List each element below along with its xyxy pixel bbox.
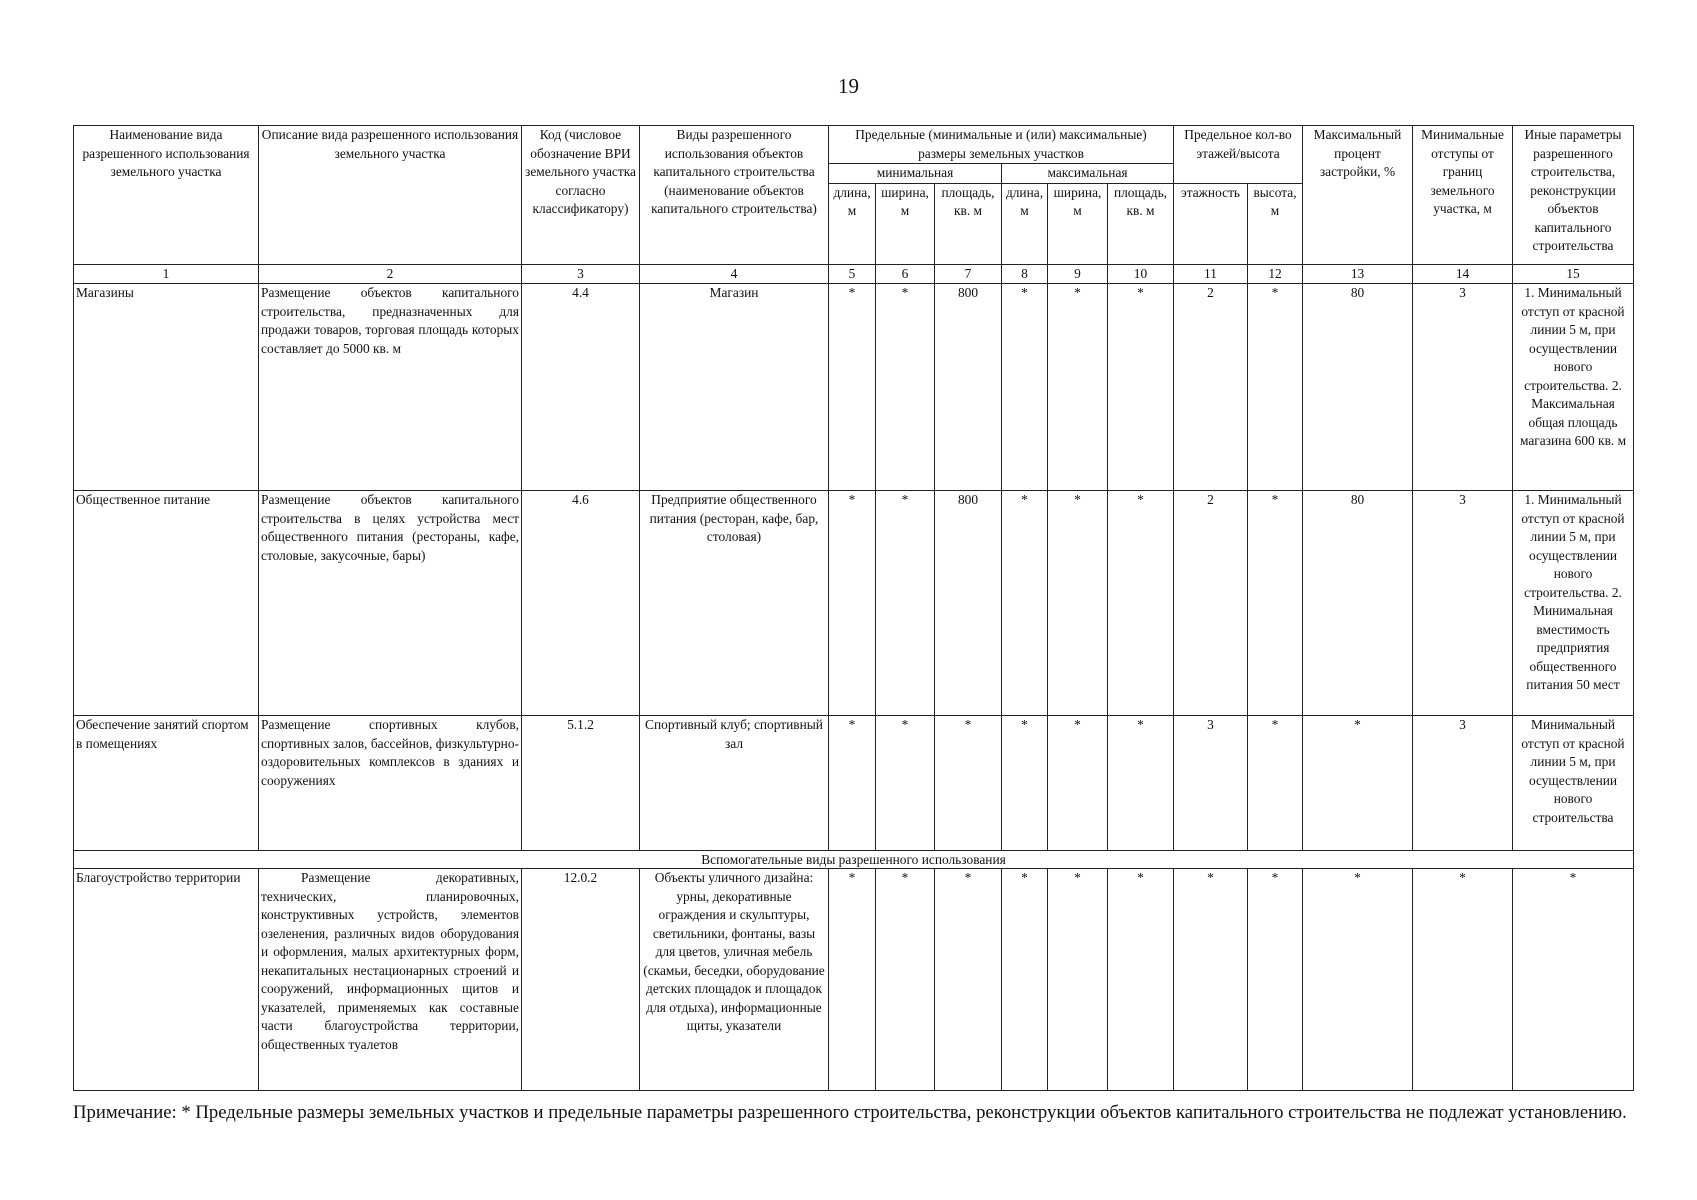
header-cell: минимальная <box>829 164 1002 184</box>
table-row <box>74 869 1634 1091</box>
object-types-cell: Магазин <box>640 284 829 491</box>
header-cell: Наименование вида разрешенного использования земельного участка <box>74 126 259 265</box>
max-length-cell: * <box>1002 491 1048 716</box>
column-number-row <box>74 264 1634 284</box>
min-length-cell: * <box>829 284 876 491</box>
column-number: 5 <box>829 264 876 284</box>
min-area-cell: 800 <box>935 491 1002 716</box>
use-code-cell: 5.1.2 <box>522 716 640 851</box>
min-setback-cell: * <box>1413 869 1513 1091</box>
use-name-cell: Благоустройство территории <box>74 869 259 1091</box>
min-width-cell: * <box>876 869 935 1091</box>
min-length-cell: * <box>829 716 876 851</box>
table-row <box>74 284 1634 491</box>
use-code-cell: 4.6 <box>522 491 640 716</box>
header-cell: Иные параметры разрешенного строительства, реконструкции объектов капитального строительства <box>1513 126 1634 265</box>
header-cell: ширина, м <box>1048 183 1108 264</box>
use-description-cell: Размещение объектов капитального строительства в целях устройства мест общественного питания (рестораны, кафе, столовые, закусочные, бары) <box>259 491 522 716</box>
header-cell: ширина, м <box>876 183 935 264</box>
header-cell: Предельные (минимальные и (или) максимальные) размеры земельных участков <box>829 126 1174 164</box>
header-cell: Максимальный процент застройки, % <box>1303 126 1413 265</box>
height-cell: * <box>1248 491 1303 716</box>
column-number: 12 <box>1248 264 1303 284</box>
header-cell: Код (числовое обозначение ВРИ земельного участка согласно классификатору) <box>522 126 640 265</box>
use-description-cell: Размещение объектов капитального строительства, предназначенных для продажи товаров, торговая площадь которых составляет до 5000 кв. м <box>259 284 522 491</box>
header-row <box>74 126 1634 146</box>
column-number: 11 <box>1174 264 1248 284</box>
min-area-cell: * <box>935 716 1002 851</box>
column-number: 8 <box>1002 264 1048 284</box>
header-cell: площадь, кв. м <box>935 183 1002 264</box>
other-params-cell: Минимальный отступ от красной линии 5 м, при осуществлении нового строительства <box>1513 716 1634 851</box>
min-area-cell: * <box>935 869 1002 1091</box>
use-name-cell: Магазины <box>74 284 259 491</box>
section-separator-row <box>74 851 1634 869</box>
floors-cell: 2 <box>1174 491 1248 716</box>
min-setback-cell: 3 <box>1413 491 1513 716</box>
column-number: 2 <box>259 264 522 284</box>
min-width-cell: * <box>876 491 935 716</box>
use-description-cell: Размещение спортивных клубов, спортивных залов, бассейнов, физкультурно- оздоровительных комплексов в зданиях и сооружениях <box>259 716 522 851</box>
header-cell: высота, м <box>1248 183 1303 264</box>
height-cell: * <box>1248 716 1303 851</box>
max-area-cell: * <box>1108 869 1174 1091</box>
height-cell: * <box>1248 284 1303 491</box>
header-cell: Минимальные отступы от границ земельного участка, м <box>1413 126 1513 265</box>
header-cell: Описание вида разрешенного использования земельного участка <box>259 126 522 265</box>
min-setback-cell: 3 <box>1413 716 1513 851</box>
max-width-cell: * <box>1048 284 1108 491</box>
column-number: 6 <box>876 264 935 284</box>
use-code-cell: 12.0.2 <box>522 869 640 1091</box>
object-types-cell: Объекты уличного дизайна: урны, декоративные ограждения и скульптуры, светильники, фонтаны, вазы для цветов, уличная мебель (скамьи, беседки, оборудование детских площадок и площадок для отдыха), информационные щиты, указатели <box>640 869 829 1091</box>
max-width-cell: * <box>1048 869 1108 1091</box>
other-params-cell: * <box>1513 869 1634 1091</box>
header-cell: длина, м <box>829 183 876 264</box>
use-name-cell: Общественное питание <box>74 491 259 716</box>
min-width-cell: * <box>876 284 935 491</box>
max-coverage-cell: * <box>1303 716 1413 851</box>
object-types-cell: Спортивный клуб; спортивный зал <box>640 716 829 851</box>
column-number: 14 <box>1413 264 1513 284</box>
column-number: 4 <box>640 264 829 284</box>
header-cell: максимальная <box>1002 164 1174 184</box>
floors-cell: * <box>1174 869 1248 1091</box>
min-area-cell: 800 <box>935 284 1002 491</box>
use-description-cell: Размещение декоративных, технических, планировочных, конструктивных устройств, элементов озеленения, различных видов оборудования и оформления, малых архитектурных форм, некапитальных нестационарных строений и сооружений, информационных щитов и указателей, применяемых как составные части благоустройства территории, общественных туалетов <box>259 869 522 1091</box>
max-area-cell: * <box>1108 491 1174 716</box>
header-cell: длина, м <box>1002 183 1048 264</box>
max-area-cell: * <box>1108 716 1174 851</box>
column-number: 13 <box>1303 264 1413 284</box>
floors-cell: 3 <box>1174 716 1248 851</box>
header-cell: площадь, кв. м <box>1108 183 1174 264</box>
max-length-cell: * <box>1002 716 1048 851</box>
other-params-cell: 1. Минимальный отступ от красной линии 5 м, при осуществлении нового строительства. 2. Минимальная вместимость предприятия общественного питания 50 мест <box>1513 491 1634 716</box>
max-length-cell: * <box>1002 869 1048 1091</box>
max-width-cell: * <box>1048 716 1108 851</box>
column-number: 9 <box>1048 264 1108 284</box>
floors-cell: 2 <box>1174 284 1248 491</box>
min-length-cell: * <box>829 869 876 1091</box>
column-number: 7 <box>935 264 1002 284</box>
aux-section-title: Вспомогательные виды разрешенного использования <box>74 851 1634 869</box>
column-number: 10 <box>1108 264 1174 284</box>
table-row <box>74 716 1634 851</box>
max-width-cell: * <box>1048 491 1108 716</box>
max-area-cell: * <box>1108 284 1174 491</box>
max-coverage-cell: 80 <box>1303 284 1413 491</box>
page-number: 19 <box>838 74 859 98</box>
max-coverage-cell: * <box>1303 869 1413 1091</box>
column-number: 3 <box>522 264 640 284</box>
other-params-cell: 1. Минимальный отступ от красной линии 5 м, при осуществлении нового строительства. 2. Максимальная общая площадь магазина 600 кв. м <box>1513 284 1634 491</box>
header-cell: Предельное кол-во этажей/высота <box>1174 126 1303 184</box>
max-coverage-cell: 80 <box>1303 491 1413 716</box>
land-use-regulations-table <box>73 125 1634 1091</box>
min-setback-cell: 3 <box>1413 284 1513 491</box>
use-code-cell: 4.4 <box>522 284 640 491</box>
height-cell: * <box>1248 869 1303 1091</box>
footnote: Примечание: * Предельные размеры земельных участков и предельные параметры разрешенного строительства, реконструкции объектов капитального строительства не подлежат установлению. <box>73 1102 1627 1123</box>
header-cell: Виды разрешенного использования объектов капитального строительства (наименование объектов капитального строительства) <box>640 126 829 265</box>
object-types-cell: Предприятие общественного питания (ресторан, кафе, бар, столовая) <box>640 491 829 716</box>
header-cell: этажность <box>1174 183 1248 264</box>
min-width-cell: * <box>876 716 935 851</box>
table-row <box>74 491 1634 716</box>
column-number: 15 <box>1513 264 1634 284</box>
column-number: 1 <box>74 264 259 284</box>
min-length-cell: * <box>829 491 876 716</box>
max-length-cell: * <box>1002 284 1048 491</box>
use-name-cell: Обеспечение занятий спортом в помещениях <box>74 716 259 851</box>
